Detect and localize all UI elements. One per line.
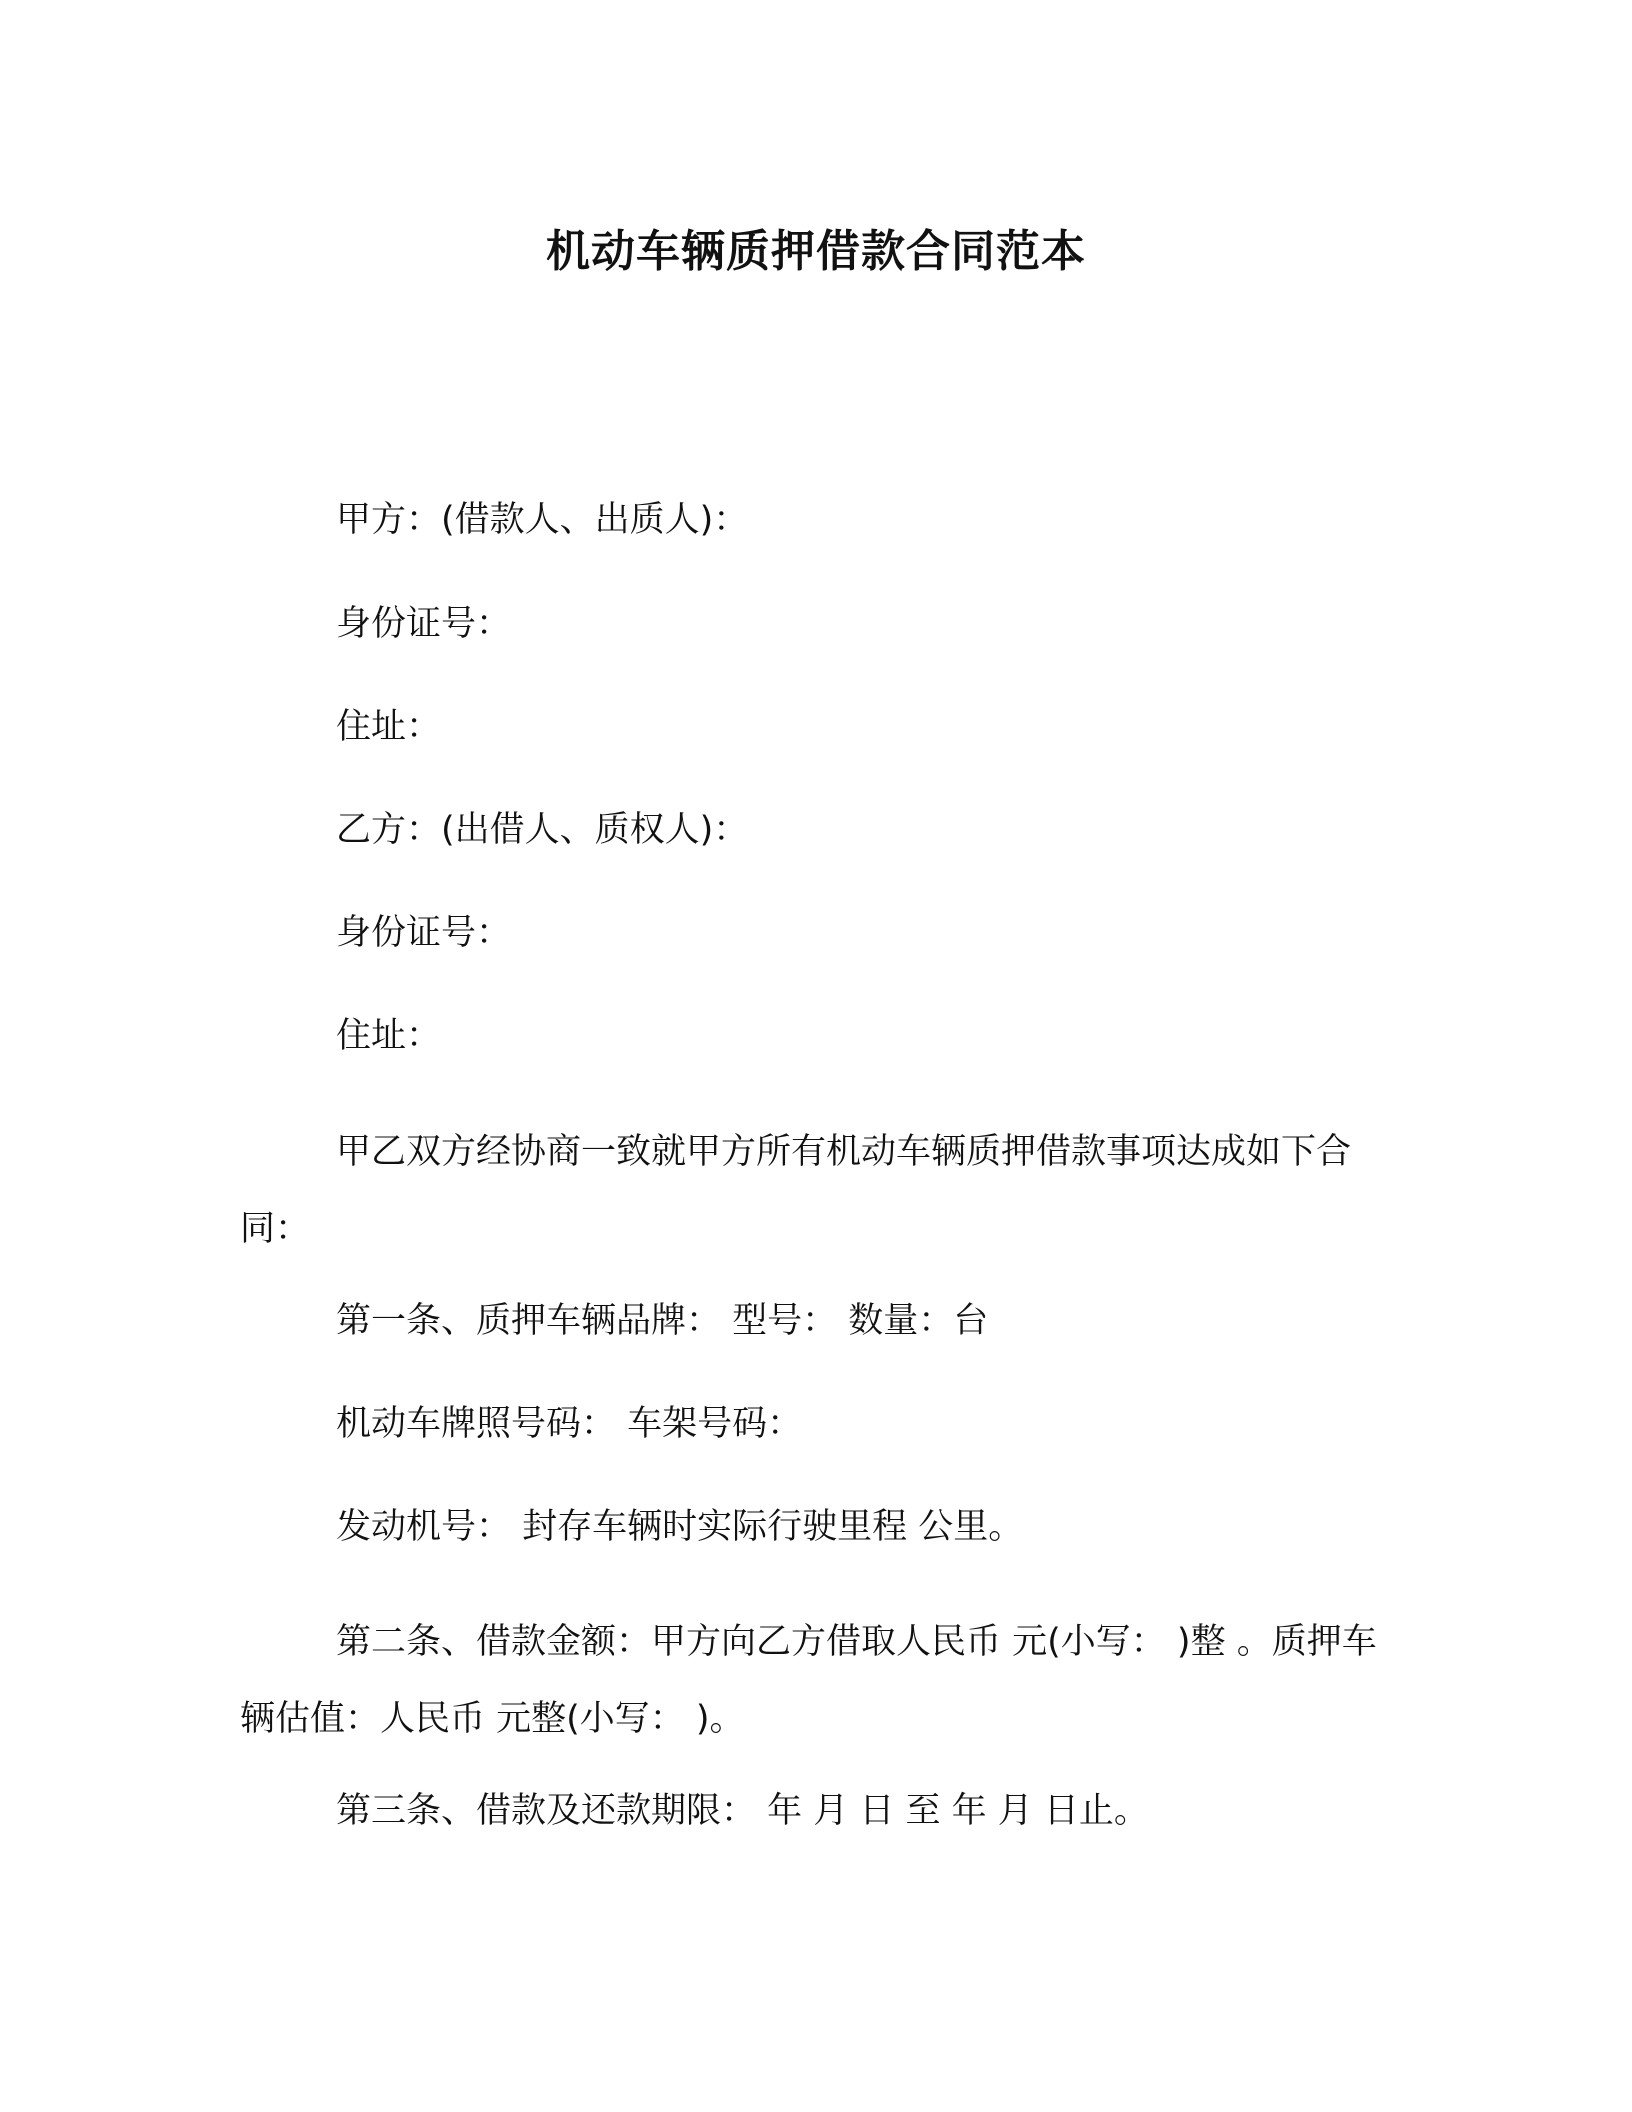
engine-mileage-line: 发动机号： 封存车辆时实际行驶里程 公里。 xyxy=(336,1507,1024,1547)
agreement-intro-paragraph: 甲乙双方经协商一致就甲方所有机动车辆质押借款事项达成如下合同： xyxy=(240,1132,1352,1249)
party-b-line: 乙方：(出借人、质权人)： xyxy=(336,810,749,850)
party-a-address-line: 住址： xyxy=(336,707,442,747)
article-one-paragraph: 第一条、质押车辆品牌： 型号： 数量：台 xyxy=(336,1301,989,1341)
article-two-paragraph: 第二条、借款金额：甲方向乙方借取人民币 元(小写： )整 。质押车辆估值：人民币 元整(小写： )。 xyxy=(240,1622,1377,1739)
party-a-id-line: 身份证号： xyxy=(336,604,512,644)
plate-frame-number-line: 机动车牌照号码： 车架号码： xyxy=(336,1404,803,1444)
party-b-address-line: 住址： xyxy=(336,1016,442,1056)
party-b-id-line: 身份证号： xyxy=(336,913,512,953)
document-title: 机动车辆质押借款合同范本 xyxy=(546,226,1086,277)
party-a-line: 甲方：(借款人、出质人)： xyxy=(336,500,749,540)
article-three-paragraph: 第三条、借款及还款期限： 年 月 日 至 年 月 日止。 xyxy=(336,1791,1149,1831)
